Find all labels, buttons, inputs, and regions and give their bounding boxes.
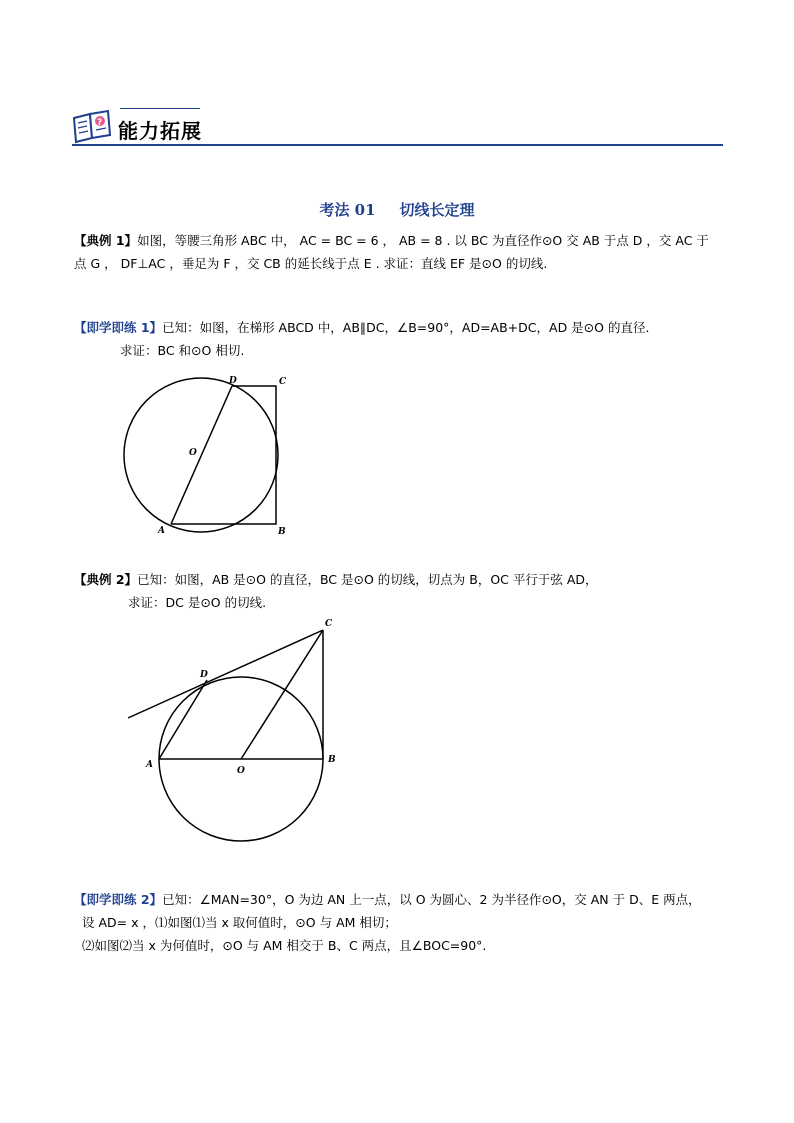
example1-text1: 如图，等腰三角形 ABC 中， AC = BC = 6 ， AB = 8 . 以 BC 为直径作⊙O 交 AB 于点 D ，交 AC 于 [137,233,709,248]
title-accent-line [120,108,200,109]
section-title: 能力拓展 [118,119,202,143]
figure2-segment-oc [241,630,323,759]
practice2-line2: 设 AD= x ，⑴如图⑴当 x 取何值时，⊙O 与 AM 相切； [82,915,397,930]
figure2-label-a: A [146,760,153,770]
practice2-block [74,888,744,957]
example1-line2: 点 G ， DF⊥AC ，垂足为 F ，交 CB 的延长线于点 E . 求证：直线 EF 是⊙O 的切线. [74,256,548,271]
practice1-text1: 已知：如图，在梯形 ABCD 中，AB∥DC，∠B=90°，AD=AB+DC，AD 是⊙O 的直径. [162,320,650,335]
example2-text1: 已知：如图，AB 是⊙O 的直径，BC 是⊙O 的切线，切点为 B，OC 平行于弦 AD， [137,572,598,587]
example1-block [74,229,734,275]
figure1-label-d: D [229,376,237,386]
figure1-label-o: O [189,448,197,458]
practice2-line3: ⑵如图⑵当 x 为何值时，⊙O 与 AM 相交于 B、C 两点，且∠BOC=90°. [82,938,487,953]
example2-line1 [74,568,734,591]
law-number: 考法 01 [319,201,376,219]
figure1-label-c: C [279,377,287,387]
svg-text:?: ? [97,118,103,128]
figure2-label-b: B [328,755,336,765]
figure1-label-a: A [158,526,165,536]
figure2-label-c: C [325,619,333,629]
example2-tag: 【典例 2】 [74,572,138,587]
example2-block [74,568,734,614]
example1-tag: 【典例 1】 [74,233,138,248]
figure2-label-o: O [237,766,245,776]
practice2-text1: 已知：∠MAN=30°，O 为边 AN 上一点，以 O 为圆心、2 为半径作⊙O，交 AN 于 D、E 两点， [162,892,701,907]
practice2-tag: 【即学即练 2】 [74,892,163,907]
practice1-line2: 求证：BC 和⊙O 相切. [120,343,245,358]
example2-line2: 求证：DC 是⊙O 的切线. [128,595,267,610]
figure1-diameter-ad [171,386,232,524]
practice1-block [74,316,734,362]
law-title [0,199,794,220]
practice2-line1 [74,888,744,911]
figure2-label-d: D [200,670,208,680]
figure1-diagram [118,368,298,543]
figure1-label-b: B [278,527,286,537]
figure2-chord-ad [159,680,207,759]
practice1-line1 [74,316,734,339]
title-underline [72,144,723,146]
practice1-tag: 【即学即练 1】 [74,320,163,335]
law-name: 切线长定理 [399,201,475,219]
example1-line1 [74,229,734,252]
figure2-diagram [120,612,350,847]
figure2-tangent-dc [128,630,323,718]
open-book-icon [70,108,114,144]
